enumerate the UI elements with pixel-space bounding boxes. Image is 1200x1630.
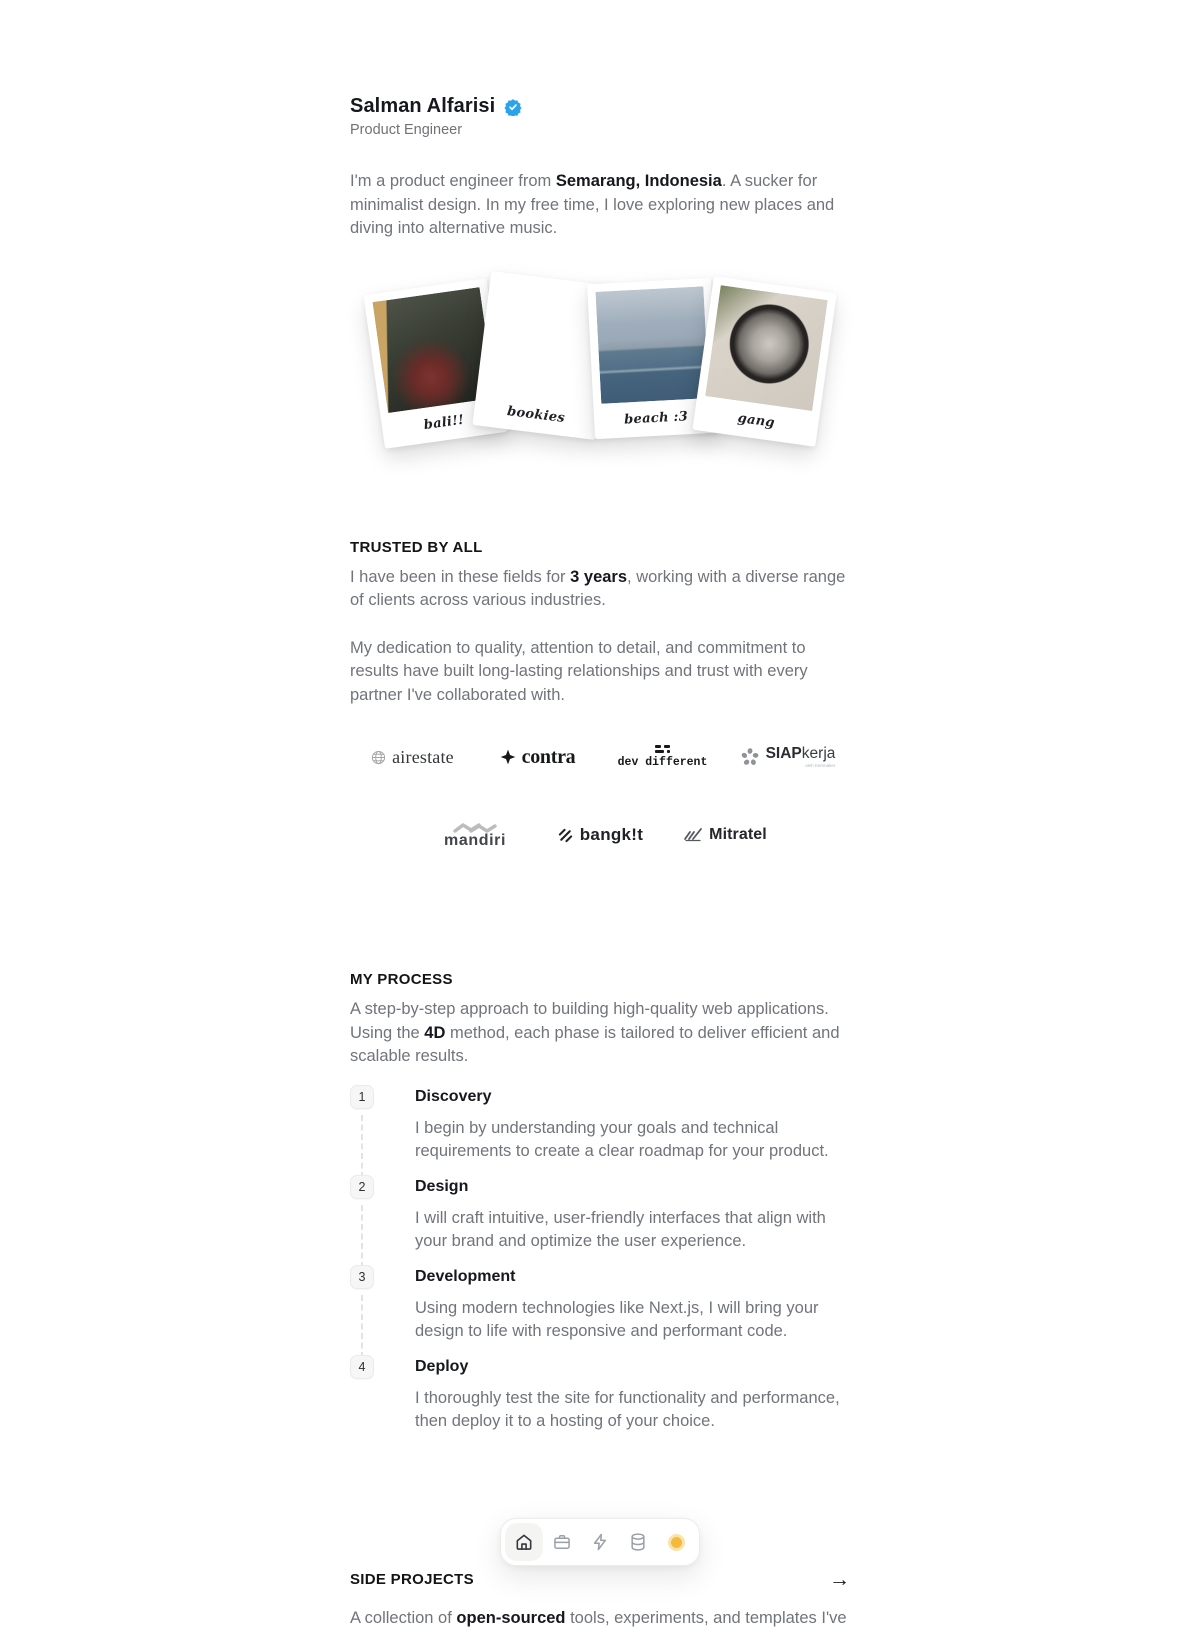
photo-caption: beach :3 [601, 398, 711, 439]
home-icon [514, 1532, 534, 1552]
bio-paragraph [350, 170, 850, 241]
verified-badge-icon [504, 98, 522, 116]
trusted-section [350, 539, 850, 860]
step-title: Deploy [415, 1355, 850, 1379]
photo-caption: gang [700, 396, 812, 446]
photo-beach [595, 286, 709, 403]
logo-mitratel[interactable] [663, 811, 788, 859]
bio-text: I'm a product engineer from [350, 172, 556, 190]
kerja-light: kerja [802, 745, 836, 762]
step-number-badge: 1 [350, 1085, 374, 1109]
process-heading: MY PROCESS [350, 971, 850, 988]
dock-work-button[interactable] [543, 1523, 581, 1561]
briefcase-icon [552, 1532, 572, 1552]
logo-bangkit[interactable] [538, 811, 663, 859]
trusted-paragraph-2: My dedication to quality, attention to detail, and commitment to results have built long-lasting relationships and trust with every partner I've collaborated with. [350, 637, 850, 708]
client-logo-grid [350, 733, 850, 859]
step-number-badge: 4 [350, 1355, 374, 1379]
trusted-paragraph-1 [350, 566, 850, 613]
process-section [350, 971, 850, 1445]
dev-different-wordmark: dev different [618, 756, 708, 769]
siapkerja-wordmark [766, 746, 836, 762]
logo-contra[interactable] [475, 733, 600, 781]
siapkerja-pinwheel-icon [740, 747, 760, 767]
step-title: Development [415, 1265, 850, 1289]
process-step-development [350, 1265, 850, 1355]
portfolio-page [350, 0, 850, 1630]
process-step-discovery [350, 1085, 850, 1175]
bangkit-icon [557, 827, 574, 844]
contra-star-icon [500, 749, 516, 765]
dock-bolt-button[interactable] [581, 1523, 619, 1561]
logo-dev-different[interactable] [600, 733, 725, 781]
photo-caption: bookies [480, 391, 591, 439]
side-projects-section [350, 1569, 850, 1630]
step-description: I will craft intuitive, user-friendly interfaces that align with your brand and optimize the user experience. [415, 1207, 850, 1254]
bio-text-tail: . A sucker for minimalist design. In my free time, I love exploring new places and diving into alternative music. [350, 172, 834, 237]
step-description: I thoroughly test the site for functionality and performance, then deploy it to a hosting of your choice. [415, 1387, 850, 1434]
process-steps [350, 1085, 850, 1445]
side-projects-arrow-link[interactable]: → [829, 1569, 850, 1590]
side-projects-heading: SIDE PROJECTS [350, 1571, 474, 1588]
database-icon [628, 1532, 648, 1552]
bangkit-wordmark: bangk!t [580, 825, 643, 845]
side-projects-intro [350, 1607, 850, 1630]
step-title: Discovery [415, 1085, 850, 1109]
lightning-bolt-icon [590, 1532, 610, 1552]
airestate-wordmark: airestate [392, 747, 454, 768]
dock-stack-button[interactable] [619, 1523, 657, 1561]
step-number-badge: 2 [350, 1175, 374, 1199]
process-step-deploy [350, 1355, 850, 1445]
photo-strip [350, 259, 850, 459]
process-intro [350, 998, 850, 1069]
bio-location: Semarang, Indonesia [556, 172, 722, 190]
logo-siapkerja[interactable] [725, 733, 850, 781]
side-projects-text: A collection of [350, 1609, 456, 1627]
side-projects-open-sourced: open-sourced [456, 1609, 565, 1627]
profile-header [350, 95, 850, 138]
mitratel-icon [683, 827, 703, 843]
airestate-globe-icon [371, 750, 386, 765]
siapkerja-subtext: oleh Kemnaker [805, 764, 835, 769]
dev-different-dashes-icon [655, 745, 670, 753]
side-projects-text-tail: tools, experiments, and templates I've [566, 1609, 847, 1627]
process-intro-text: A step-by-step approach to building high-quality web applications. Using the [350, 1000, 829, 1042]
trusted-text-tail: , working with a diverse range of clients across various industries. [350, 568, 845, 610]
logo-mandiri[interactable] [413, 811, 538, 859]
profile-name: Salman Alfarisi [350, 95, 495, 118]
trusted-years: 3 years [570, 568, 627, 586]
step-title: Design [415, 1175, 850, 1199]
dock-coin-button[interactable] [657, 1523, 695, 1561]
trusted-heading: TRUSTED BY ALL [350, 539, 850, 556]
process-4d: 4D [424, 1024, 445, 1042]
siap-bold: SIAP [766, 745, 802, 762]
photo-caption: bali!! [388, 398, 500, 448]
step-description: Using modern technologies like Next.js, I will bring your design to life with responsive and performant code. [415, 1297, 850, 1344]
profile-role: Product Engineer [350, 122, 850, 138]
mitratel-wordmark: Mitratel [709, 826, 767, 844]
floating-dock [500, 1518, 700, 1566]
step-number-badge: 3 [350, 1265, 374, 1289]
dock-home-button[interactable] [505, 1523, 543, 1561]
mandiri-wordmark: mandiri [444, 832, 506, 850]
contra-wordmark: contra [522, 746, 576, 769]
process-intro-tail: method, each phase is tailored to deliver efficient and scalable results. [350, 1024, 840, 1066]
logo-airestate[interactable] [350, 733, 475, 781]
trusted-text: I have been in these fields for [350, 568, 570, 586]
coin-icon [668, 1534, 685, 1551]
step-description: I begin by understanding your goals and technical requirements to create a clear roadmap for your product. [415, 1117, 850, 1164]
photo-gang [705, 285, 828, 411]
process-step-design [350, 1175, 850, 1265]
polaroid-gang [692, 276, 836, 447]
